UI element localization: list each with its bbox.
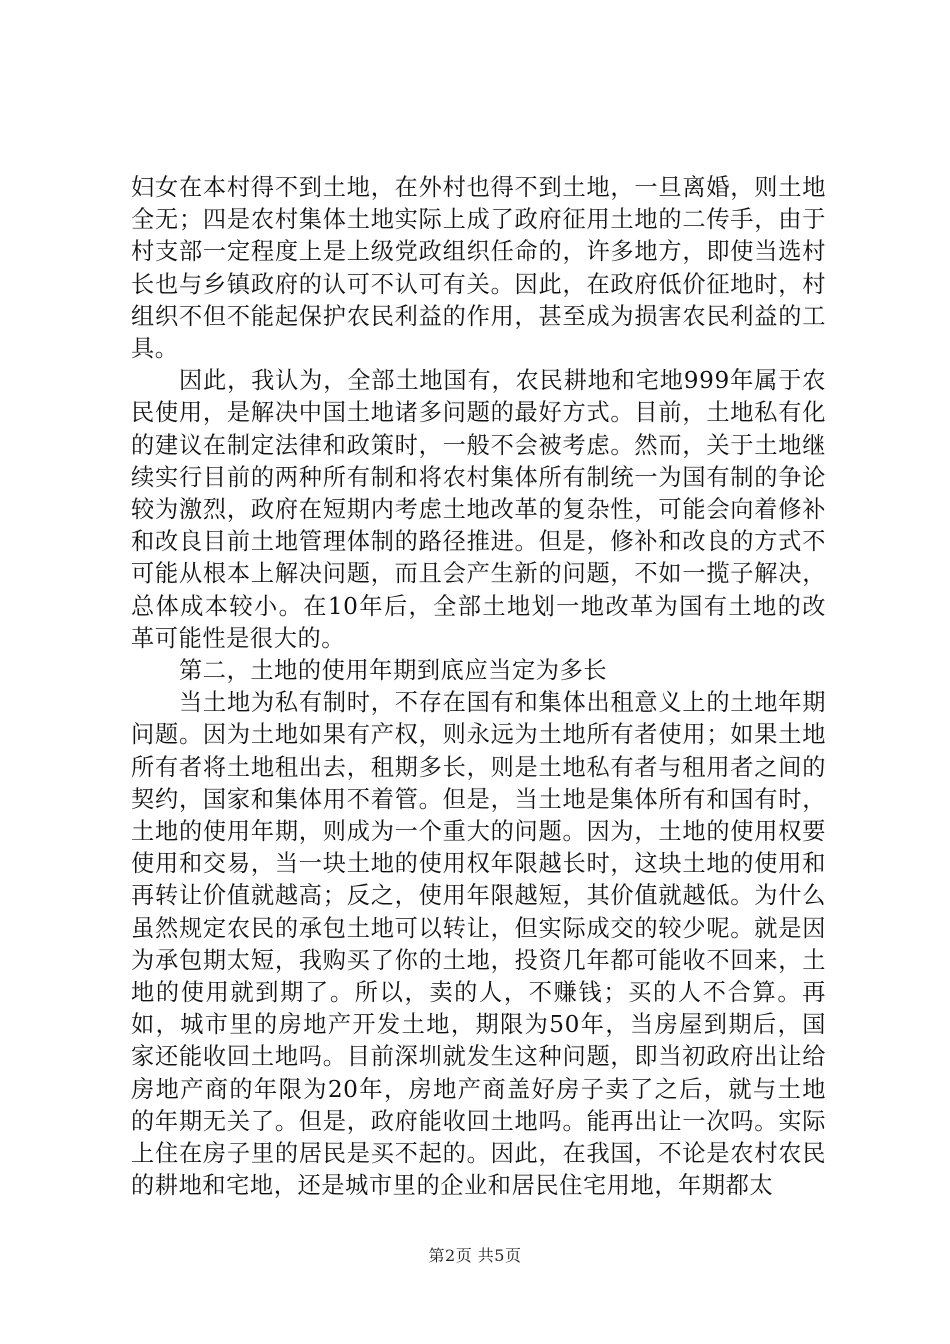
paragraph-1: 妇女在本村得不到土地，在外村也得不到土地，一旦离婚，则土地全无；四是农村集体土地实际上成了政府征用土地的二传手，由于村支部一定程度上是上级党政组织任命的，许多地方，即使当选村长也与乡镇政府的认可不认可有关。因此，在政府低价征地时，村组织不但不能起保护农民利益的作用，甚至成为损害农民利益的工具。	[131, 174, 826, 363]
page-number-footer: 第2页 共5页	[428, 1246, 522, 1265]
section-heading: 第二，土地的使用年期到底应当定为多长	[179, 657, 608, 685]
document-body	[131, 172, 826, 1203]
paragraph-3: 当土地为私有制时，不存在国有和集体出租意义上的土地年期问题。因为土地如果有产权，则永远为土地所有者使用；如果土地所有者将土地租出去，租期多长，则是土地私有者与租用者之间的契约，国家和集体用不着管。但是，当土地是集体所有和国有时，土地的使用年期，则成为一个重大的问题。因为，土地的使用权要使用和交易，当一块土地的使用权年限越长时，这块土地的使用和再转让价值就越高；反之，使用年限越短，其价值就越低。为什么虽然规定农民的承包土地可以转让，但实际成交的较少呢。就是因为承包期太短，我购买了你的土地，投资几年都可能收不回来，土地的使用就到期了。所以，卖的人，不赚钱；买的人不合算。再如，城市里的房地产开发土地，期限为50年，当房屋到期后，国家还能收回土地吗。目前深圳就发生这种问题，即当初政府出让给房地产商的年限为20年，房地产商盖好房子卖了之后，就与土地的年期无关了。但是，政府能收回土地吗。能再出让一次吗。实际上住在房子里的居民是买不起的。因此，在我国，不论是农村农民的耕地和宅地，还是城市里的企业和居民住宅用地，年期都太	[131, 689, 826, 1200]
paragraph-2: 因此，我认为，全部土地国有，农民耕地和宅地999年属于农民使用，是解决中国土地诸多问题的最好方式。目前，土地私有化的建议在制定法律和政策时，一般不会被考虑。然而，关于土地继续实行目前的两种所有制和将农村集体所有制统一为国有制的争论较为激烈，政府在短期内考虑土地改革的复杂性，可能会向着修补和改良目前土地管理体制的路径推进。但是，修补和改良的方式不可能从根本上解决问题，而且会产生新的问题，不如一揽子解决，总体成本较小。在10年后，全部土地划一地改革为国有土地的改革可能性是很大的。	[131, 367, 826, 652]
